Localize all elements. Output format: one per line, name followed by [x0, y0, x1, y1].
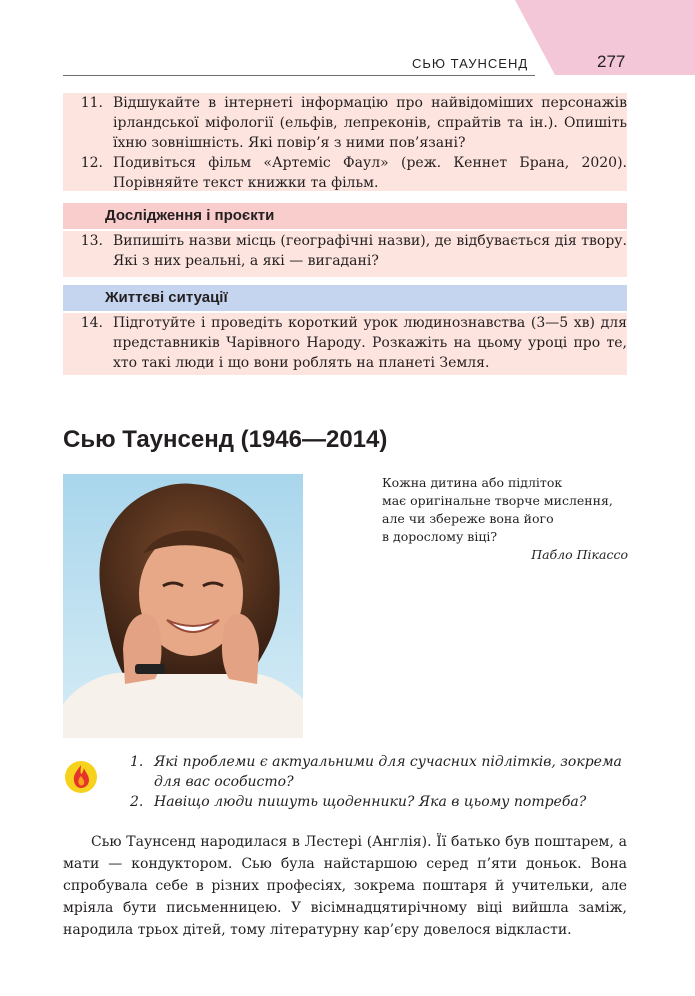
question-number: 14. — [80, 315, 103, 331]
intro-question-text: Навіщо люди пишуть щоденники? Яка в цьому потреба? — [154, 794, 587, 810]
life-box — [63, 313, 627, 375]
intro-question-number: 2. — [130, 794, 144, 810]
intro-question-text: Які проблеми є актуальними для сучасних підлітків, зокрема для вас особисто? — [154, 754, 622, 790]
question-text: Подивіться фільм «Артеміс Фаул» (реж. Кеннет Брана, 2020). Порівняйте текст книжки та фільм. — [113, 155, 627, 191]
question-item — [63, 153, 627, 193]
epigraph-line: Кожна дитина або підліток — [382, 475, 563, 490]
research-box — [63, 231, 627, 277]
research-heading-bar — [63, 203, 627, 229]
epigraph-line: але чи збереже вона його — [382, 511, 554, 526]
question-text: Випишіть назви місць (географічні назви), де відбувається дія твору. Які з них реальні, а які — вигадані? — [113, 233, 627, 269]
author-portrait — [63, 474, 303, 738]
intro-questions — [130, 752, 630, 812]
biography-paragraph: Сью Таунсенд народилася в Лестері (Англія). Її батько був поштарем, а мати — кондуктором. Сью була найстаршою серед п’яти доньок. Вона спробувала себе в різних професіях, зокрема поштаря й учительки, але мріяла бути письменницею. У вісімнадцятирічному віці вийшла заміж, народила трьох дітей, тому літературну кар’єру довелося відкласти. — [63, 834, 627, 938]
epigraph-line: в дорослому віці? — [382, 529, 498, 544]
question-number: 11. — [80, 95, 103, 111]
question-text: Відшукайте в інтернеті інформацію про найвідоміших персонажів ірландської міфології (ельфів, лепреконів, спрайтів та ін.). Опишіть їхню зовнішність. Які повір’я з ними пов’язані? — [113, 95, 627, 151]
epigraph-line: має оригінальне творче мислення, — [382, 493, 613, 508]
section-title: Сью Таунсенд (1946—2014) — [63, 426, 388, 453]
fire-icon — [64, 760, 98, 794]
epigraph-author: Пабло Пікассо — [531, 547, 628, 562]
header-rule — [63, 75, 535, 76]
life-heading-bar — [63, 285, 627, 311]
questions-box-top — [63, 93, 627, 191]
question-item — [63, 231, 627, 271]
life-heading: Життєві ситуації — [105, 289, 228, 306]
question-number: 13. — [80, 233, 103, 249]
question-item — [63, 93, 627, 153]
intro-question-item — [130, 792, 630, 812]
page-number: 277 — [597, 52, 626, 71]
question-number: 12. — [80, 155, 103, 171]
running-header-title: СЬЮ ТАУНСЕНД — [412, 56, 529, 71]
research-heading: Дослідження і проєкти — [105, 207, 275, 224]
intro-question-number: 1. — [130, 754, 144, 770]
question-text: Підготуйте і проведіть короткий урок людинознавства (3—5 хв) для представників Чарівного Народу. Розкажіть на цьому уроці про те, хто такі люди і що вони роблять на планеті Земля. — [113, 315, 627, 371]
question-item — [63, 313, 627, 373]
epigraph — [382, 474, 628, 564]
intro-question-item — [130, 752, 630, 792]
